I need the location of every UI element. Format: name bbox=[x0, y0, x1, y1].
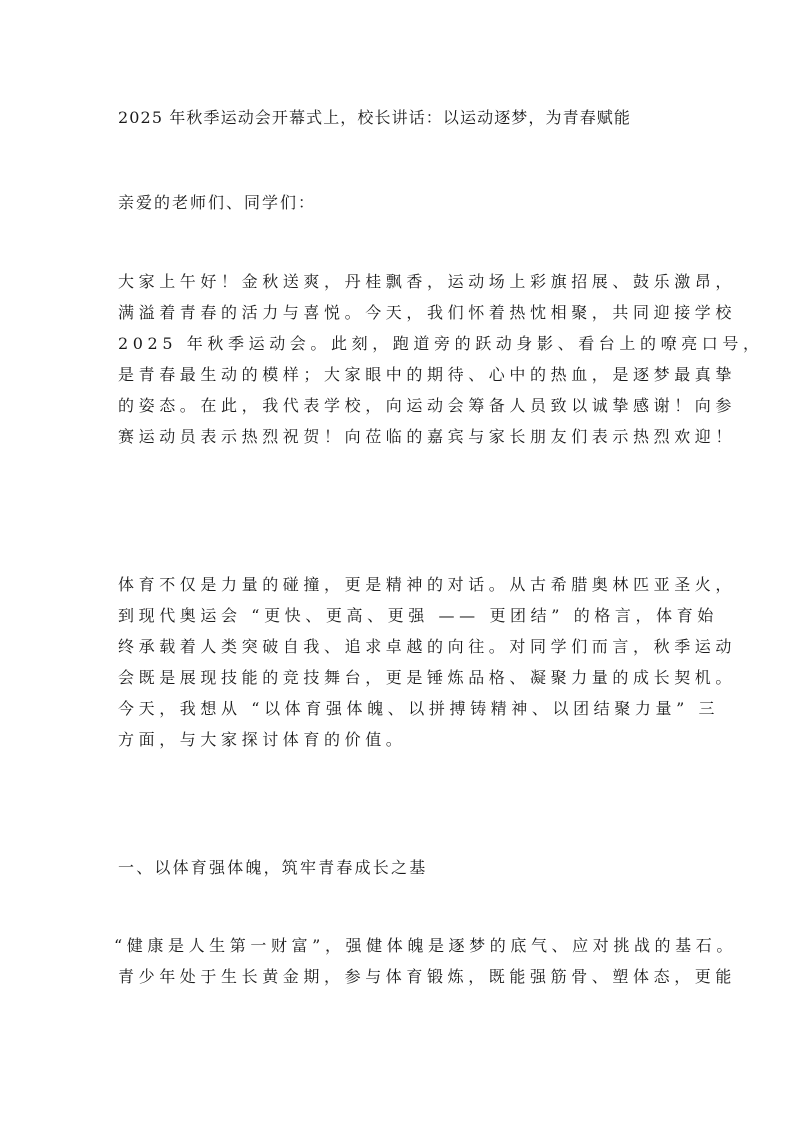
paragraph-line: 会既是展现技能的竞技舞台，更是锤炼品格、凝聚力量的成长契机。 bbox=[118, 668, 737, 687]
paragraph-line: “健康是人生第一财富”，强健体魄是逐梦的底气、应对挑战的基石。 bbox=[114, 936, 737, 955]
salutation: 亲爱的老师们、同学们： bbox=[118, 193, 317, 212]
paragraph-line: 大家上午好！金秋送爽，丹桂飘香，运动场上彩旗招展、鼓乐激昂， bbox=[118, 272, 737, 291]
document-title: 2025 年秋季运动会开幕式上，校长讲话：以运动逐梦，为青春赋能 bbox=[118, 108, 632, 127]
paragraph-line: 是青春最生动的模样；大家眼中的期待、心中的热血，是逐梦最真挚 bbox=[118, 365, 737, 384]
paragraph-line: 2025 年秋季运动会。此刻，跑道旁的跃动身影、看台上的嘹亮口号， bbox=[118, 334, 764, 353]
section-heading: 一、以体育强体魄，筑牢青春成长之基 bbox=[118, 858, 428, 877]
paragraph-line: 今天，我想从 “以体育强体魄、以拼搏铸精神、以团结聚力量” 三 bbox=[118, 699, 720, 718]
paragraph-line: 满溢着青春的活力与喜悦。今天，我们怀着热忱相聚，共同迎接学校 bbox=[118, 303, 737, 322]
paragraph-line: 青少年处于生长黄金期，参与体育锻炼，既能强筋骨、塑体态，更能 bbox=[118, 967, 737, 986]
paragraph-line: 终承载着人类突破自我、追求卓越的向往。对同学们而言，秋季运动 bbox=[118, 637, 737, 656]
paragraph-line: 方面，与大家探讨体育的价值。 bbox=[118, 730, 407, 749]
paragraph-line: 赛运动员表示热烈祝贺！向莅临的嘉宾与家长朋友们表示热烈欢迎！ bbox=[118, 427, 737, 446]
paragraph-line: 的姿态。在此，我代表学校，向运动会筹备人员致以诚挚感谢！向参 bbox=[118, 396, 737, 415]
paragraph-line: 到现代奥运会 “更快、更高、更强 —— 更团结” 的格言，体育始 bbox=[118, 606, 718, 625]
paragraph-line: 体育不仅是力量的碰撞，更是精神的对话。从古希腊奥林匹亚圣火， bbox=[118, 575, 737, 594]
